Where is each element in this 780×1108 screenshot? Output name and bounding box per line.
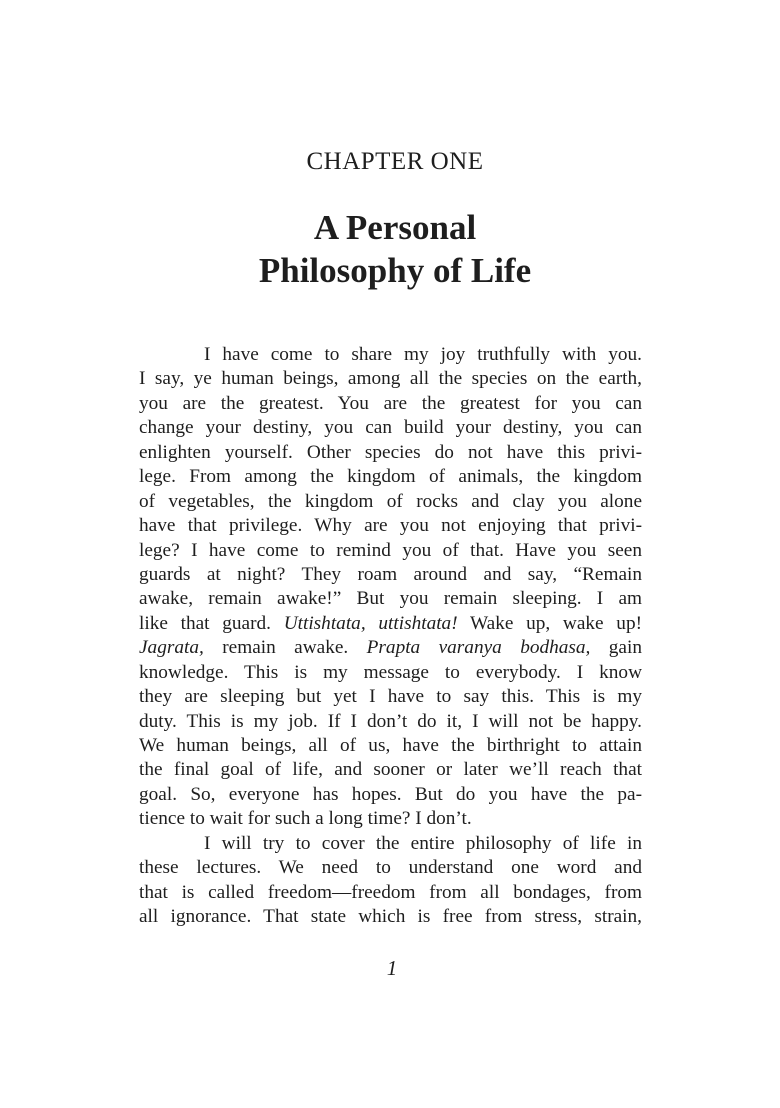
text-line	[139, 612, 642, 636]
text-segment: awake, remain awake!” But you remain sleeping. I am	[139, 588, 642, 610]
text-segment: like that guard.	[139, 612, 284, 634]
text-line	[139, 856, 642, 880]
italic-text: Prapta varanya bodhasa,	[366, 637, 591, 659]
text-line	[139, 441, 642, 465]
text-line	[139, 539, 642, 563]
text-segment: enlighten yourself. Other species do not have this privi-	[139, 441, 642, 463]
text-segment: gain	[590, 637, 642, 659]
text-line	[139, 734, 642, 758]
text-line	[139, 465, 642, 489]
italic-text: Uttishtata, uttishtata!	[283, 612, 458, 634]
text-line	[139, 661, 642, 685]
text-segment: of vegetables, the kingdom of rocks and clay you alone	[139, 490, 642, 512]
chapter-label: CHAPTER ONE	[306, 148, 484, 175]
text-segment: have that privilege. Why are you not enjoying that privi-	[139, 515, 642, 537]
text-segment: goal. So, everyone has hopes. But do you have the pa-	[139, 783, 642, 805]
text-line	[139, 490, 642, 514]
text-segment: tience to wait for such a long time? I don’t.	[139, 808, 472, 830]
text-segment: lege. From among the kingdom of animals, the kingdom	[139, 466, 642, 488]
text-segment: I will try to cover the entire philosophy of life in	[204, 832, 642, 854]
text-line	[139, 367, 642, 391]
chapter-title-line: Philosophy of Life	[258, 251, 532, 290]
body-text	[139, 343, 642, 930]
text-segment: We human beings, all of us, have the birthright to attain	[139, 735, 642, 756]
text-segment: lege? I have come to remind you of that. Have you seen	[139, 539, 642, 561]
text-line	[139, 710, 642, 734]
page-number: 1	[386, 956, 398, 980]
text-segment: that is called freedom—freedom from all bondages, from	[139, 881, 642, 903]
text-line	[139, 587, 642, 611]
text-segment: these lectures. We need to understand one word and	[139, 857, 642, 879]
text-line	[139, 563, 642, 587]
text-segment: Wake up, wake up!	[457, 612, 643, 634]
text-line	[139, 685, 642, 709]
text-segment: the final goal of life, and sooner or later we’ll reach that	[139, 759, 642, 781]
text-segment: guards at night? They roam around and say, “Remain	[139, 563, 642, 585]
text-segment: knowledge. This is my message to everybody. I know	[139, 661, 642, 683]
text-line	[139, 758, 642, 782]
text-line	[139, 783, 642, 807]
text-line	[139, 514, 642, 538]
chapter-title	[0, 206, 780, 292]
text-line	[139, 636, 642, 660]
text-line	[139, 832, 642, 856]
text-segment: remain awake.	[203, 637, 367, 659]
italic-text: Jagrata,	[139, 637, 204, 659]
text-line	[139, 881, 642, 905]
text-line	[139, 416, 642, 440]
text-segment: change your destiny, you can build your destiny, you can	[139, 417, 642, 439]
text-segment: I say, ye human beings, among all the species on the earth,	[139, 368, 642, 390]
text-line	[139, 392, 642, 416]
text-segment: all ignorance. That state which is free from stress, strain,	[139, 906, 642, 928]
text-segment: I have come to share my joy truthfully with you.	[204, 344, 642, 365]
text-line	[139, 807, 642, 831]
text-segment: you are the greatest. You are the greatest for you can	[139, 392, 642, 414]
text-line	[139, 343, 642, 367]
text-segment: duty. This is my job. If I don’t do it, I will not be happy.	[139, 710, 642, 732]
text-line	[139, 905, 642, 929]
text-segment: they are sleeping but yet I have to say this. This is my	[139, 686, 642, 708]
chapter-title-line: A Personal	[313, 208, 477, 247]
